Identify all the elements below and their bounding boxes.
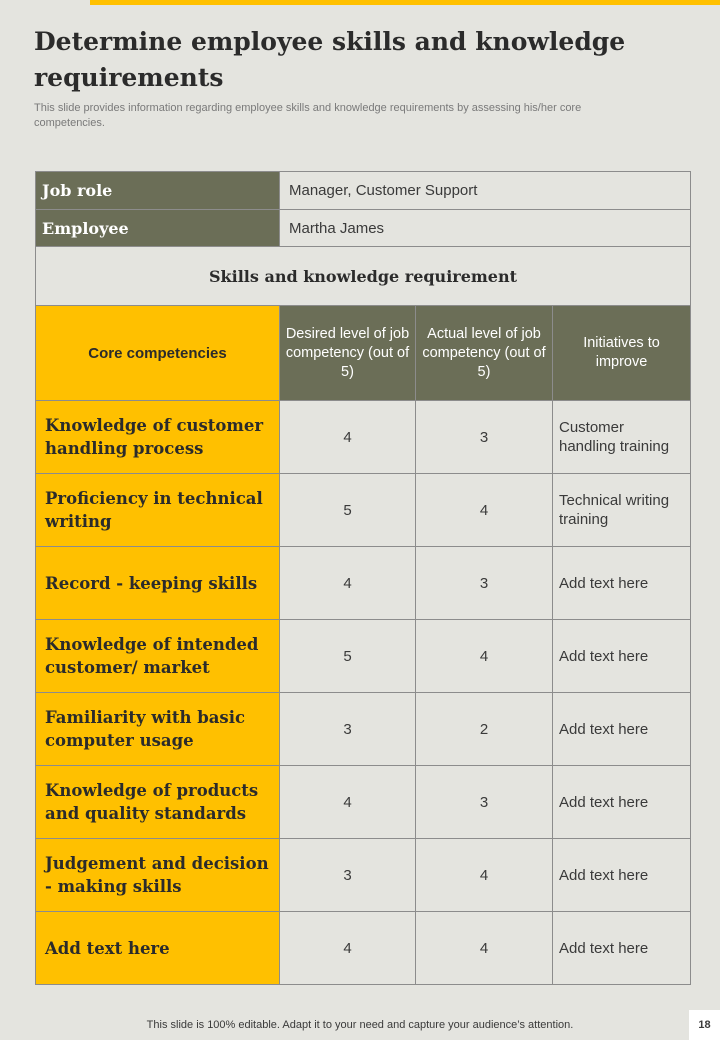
job-role-value: Manager, Customer Support — [280, 172, 691, 210]
table-row — [36, 766, 691, 839]
competency-cell: Judgement and decision - making skills — [36, 839, 280, 912]
desired-level-cell: 5 — [280, 474, 416, 547]
initiative-cell: Add text here — [553, 839, 691, 912]
desired-level-cell: 4 — [280, 547, 416, 620]
actual-level-cell: 4 — [416, 620, 553, 693]
actual-level-cell: 4 — [416, 912, 553, 985]
table-row — [36, 693, 691, 766]
employee-label: Employee — [36, 210, 280, 247]
table-row — [36, 547, 691, 620]
header-desired-level: Desired level of job competency (out of 5) — [280, 306, 416, 401]
table-row — [36, 474, 691, 547]
job-role-row — [36, 172, 691, 210]
table-row — [36, 912, 691, 985]
table-row — [36, 620, 691, 693]
section-title: Skills and knowledge requirement — [36, 247, 691, 306]
footer-note: This slide is 100% editable. Adapt it to your need and capture your audience’s attention. — [146, 1019, 574, 1031]
initiative-cell: Technical writing training — [553, 474, 691, 547]
actual-level-cell: 3 — [416, 401, 553, 474]
page-title: Determine employee skills and knowledge requirements — [34, 27, 626, 92]
desired-level-cell: 5 — [280, 620, 416, 693]
initiative-cell: Customer handling training — [553, 401, 691, 474]
header-core-competencies: Core competencies — [36, 306, 280, 401]
competency-cell: Add text here — [36, 912, 280, 985]
initiative-cell: Add text here — [553, 693, 691, 766]
job-role-label: Job role — [36, 172, 280, 210]
initiative-cell: Add text here — [553, 620, 691, 693]
employee-value: Martha James — [280, 210, 691, 247]
desired-level-cell: 4 — [280, 401, 416, 474]
desired-level-cell: 3 — [280, 693, 416, 766]
competency-cell: Proficiency in technical writing — [36, 474, 280, 547]
actual-level-cell: 3 — [416, 547, 553, 620]
page-number: 18 — [689, 1010, 720, 1040]
table-row — [36, 401, 691, 474]
desired-level-cell: 4 — [280, 766, 416, 839]
competency-cell: Knowledge of products and quality standards — [36, 766, 280, 839]
initiative-cell: Add text here — [553, 766, 691, 839]
desired-level-cell: 3 — [280, 839, 416, 912]
actual-level-cell: 2 — [416, 693, 553, 766]
initiative-cell: Add text here — [553, 912, 691, 985]
employee-row — [36, 210, 691, 247]
desired-level-cell: 4 — [280, 912, 416, 985]
header-actual-level: Actual level of job competency (out of 5) — [416, 306, 553, 401]
actual-level-cell: 3 — [416, 766, 553, 839]
header-initiatives: Initiatives to improve — [553, 306, 691, 401]
competency-cell: Record - keeping skills — [36, 547, 280, 620]
top-accent-bar — [90, 0, 720, 5]
actual-level-cell: 4 — [416, 839, 553, 912]
competency-cell: Knowledge of customer handling process — [36, 401, 280, 474]
initiative-cell: Add text here — [553, 547, 691, 620]
table-row — [36, 839, 691, 912]
header-row — [36, 306, 691, 401]
skills-table — [35, 171, 691, 985]
page-subtitle: This slide provides information regarding employee skills and knowledge requirements by assessing his/her core competencies. — [34, 102, 582, 129]
section-row — [36, 247, 691, 306]
competency-cell: Knowledge of intended customer/ market — [36, 620, 280, 693]
competency-cell: Familiarity with basic computer usage — [36, 693, 280, 766]
actual-level-cell: 4 — [416, 474, 553, 547]
